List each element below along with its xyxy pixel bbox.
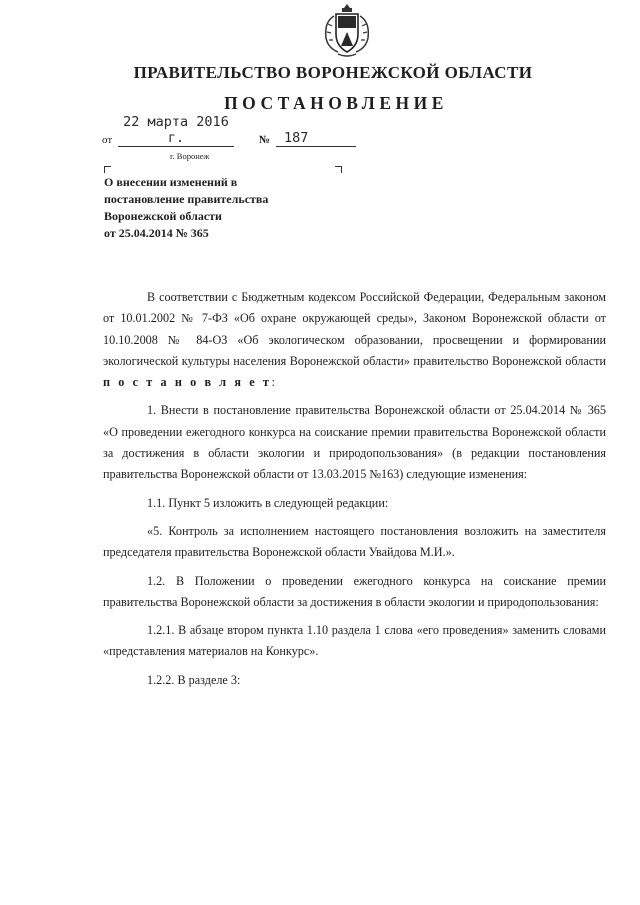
item-1-paragraph: 1. Внести в постановление правительства Воронежской области от 25.04.2014 № 365 «О проведении ежегодного конкурса на соискание премии правительства Воронежской области за достижения в области экологии и природопользования» (в редакции постановления правительства Воронежской области от 13.03.2015 №163) следующие изменения: [103, 403, 606, 482]
subject-block [104, 174, 344, 242]
number-label: № [259, 134, 271, 146]
item-1-2-1-paragraph: 1.2.1. В абзаце втором пункта 1.10 раздела 1 слова «его проведения» заменить словами «представления материалов на Конкурс». [103, 623, 606, 659]
item-1-2-2-paragraph: 1.2.2. В разделе 3: [147, 672, 241, 687]
date-label: от [102, 134, 113, 146]
resolves-colon: : [271, 375, 275, 390]
city-label: г. Воронеж [170, 151, 210, 161]
document-body [103, 287, 606, 698]
date-value: 22 марта 2016 г. [118, 114, 234, 147]
item-1-1-text-paragraph: «5. Контроль за исполнением настоящего постановления возложить на заместителя председателя правительства Воронежской области Увайдова М.И.». [103, 523, 606, 560]
government-title: ПРАВИТЕЛЬСТВО ВОРОНЕЖСКОЙ ОБЛАСТИ [133, 63, 533, 82]
subject-line: О внесении изменений в [104, 175, 238, 189]
document-type-heading: ПОСТАНОВЛЕНИЕ [224, 93, 448, 113]
subject-line: Воронежской области [104, 209, 222, 223]
item-1-1-paragraph: 1.1. Пункт 5 изложить в следующей редакции: [147, 495, 389, 510]
date-number-row [102, 114, 362, 150]
subject-bracket-left [104, 166, 111, 173]
coat-of-arms-emblem [318, 2, 376, 60]
number-value: 187 [276, 130, 356, 147]
item-1-2-paragraph: 1.2. В Положении о проведении ежегодного конкурса на соискание премии правительства Воронежской области за достижения в области экологии и природопользования: [103, 573, 606, 609]
resolves-word: п о с т а н о в л я е т [103, 375, 272, 390]
subject-line: постановление правительства [104, 192, 269, 206]
subject-line: от 25.04.2014 № 365 [104, 226, 209, 240]
preamble-text: В соответствии с Бюджетным кодексом Российской Федерации, Федеральным законом от 10.01.2002 № 7-ФЗ «Об охране окружающей среды», Законом Воронежской области от 10.10.2008 № 84-ОЗ «Об экологическом образовании, просвещении и формировании экологической культуры населения Воронежской области» правительство Воронежской области [103, 290, 606, 368]
subject-bracket-right [335, 166, 342, 173]
preamble-paragraph [103, 287, 606, 393]
